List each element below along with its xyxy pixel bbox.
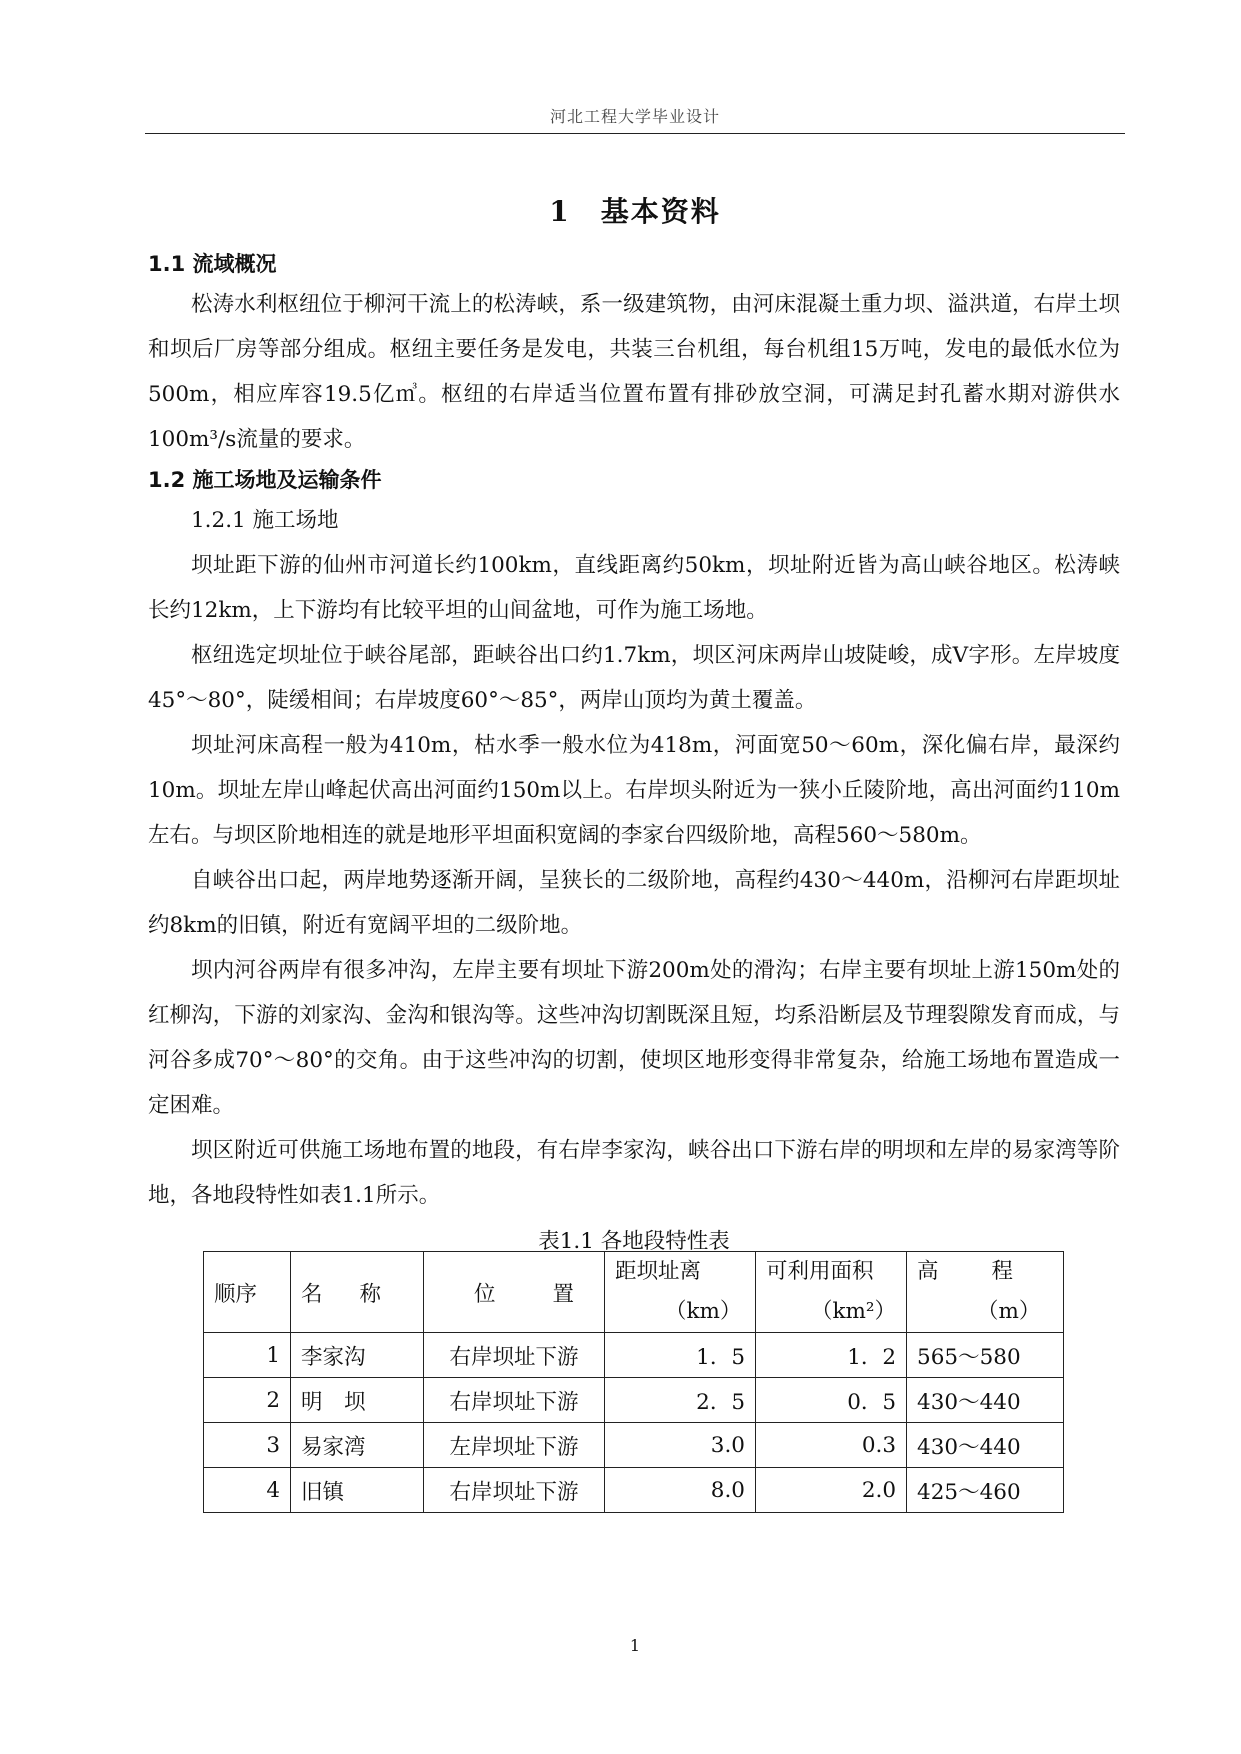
cell-order: 4 xyxy=(204,1468,291,1513)
cell-location: 右岸坝址下游 xyxy=(424,1468,605,1513)
site-characteristics-table xyxy=(203,1251,1064,1513)
page-number: 1 xyxy=(629,1636,641,1655)
header-elevation-unit: （m） xyxy=(977,1299,1041,1324)
page-header: 河北工程大学毕业设计 xyxy=(549,107,720,126)
header-distance-top: 距坝址离 xyxy=(615,1259,702,1284)
table-row xyxy=(204,1333,1064,1378)
cell-name: 旧镇 xyxy=(291,1468,424,1513)
cell-location: 右岸坝址下游 xyxy=(424,1333,605,1378)
cell-elevation: 430～440 xyxy=(907,1378,1064,1423)
paragraph: 坝区附近可供施工场地布置的地段，有右岸李家沟，峡谷出口下游右岸的明坝和左岸的易家湾等阶地，各地段特性如表1.1所示。 xyxy=(148,1138,1120,1208)
header-divider xyxy=(145,133,1125,134)
paragraph: 自峡谷出口起，两岸地势逐渐开阔，呈狭长的二级阶地，高程约430～440m，沿柳河右岸距坝址约8km的旧镇，附近有宽阔平坦的二级阶地。 xyxy=(148,868,1120,938)
paragraph: 坝址距下游的仙州市河道长约100km，直线距离约50km，坝址附近皆为高山峡谷地区。松涛峡长约12km，上下游均有比较平坦的山间盆地，可作为施工场地。 xyxy=(148,553,1120,623)
paragraph: 枢纽选定坝址位于峡谷尾部，距峡谷出口约1.7km，坝区河床两岸山坡陡峻，成V字形。左岸坡度45°～80°，陡缓相间；右岸坡度60°～85°，两岸山顶均为黄土覆盖。 xyxy=(148,643,1120,713)
cell-distance: 2．5 xyxy=(605,1378,756,1423)
cell-area: 0．5 xyxy=(756,1378,907,1423)
header-elev-b: 程 xyxy=(991,1259,1014,1284)
header-area-top: 可利用面积 xyxy=(766,1259,874,1284)
cell-order: 2 xyxy=(204,1378,291,1423)
paragraph-watershed: 松涛水利枢纽位于柳河干流上的松涛峡，系一级建筑物，由河床混凝土重力坝、溢洪道，右岸土坝和坝后厂房等部分组成。枢纽主要任务是发电，共装三台机组，每台机组15万吨，发电的最低水位为500m，相应库容19.5亿㎥。枢纽的右岸适当位置布置有排砂放空洞，可满足封孔蓄水期对游供水100m³/s流量的要求。 xyxy=(148,292,1120,452)
cell-name: 明 坝 xyxy=(291,1378,424,1423)
header-area-unit: （km²） xyxy=(811,1299,897,1324)
table-row xyxy=(204,1468,1064,1513)
paragraph: 坝内河谷两岸有很多冲沟，左岸主要有坝址下游200m处的滑沟；右岸主要有坝址上游150m处的红柳沟，下游的刘家沟、金沟和银沟等。这些冲沟切割既深且短，均系沿断层及节理裂隙发育而成，与河谷多成70°～80°的交角。由于这些冲沟的切割，使坝区地形变得非常复杂，给施工场地布置造成一定困难。 xyxy=(148,958,1120,1118)
cell-area: 2.0 xyxy=(756,1468,907,1513)
header-order: 顺序 xyxy=(204,1252,291,1333)
cell-location: 右岸坝址下游 xyxy=(424,1378,605,1423)
header-elevation xyxy=(907,1252,1064,1333)
section-heading-1-1: 1.1 流域概况 xyxy=(148,252,277,276)
header-distance-unit: （km） xyxy=(665,1299,742,1324)
table-row xyxy=(204,1423,1064,1468)
cell-area: 0.3 xyxy=(756,1423,907,1468)
header-loc-a: 位 xyxy=(474,1281,496,1307)
paragraph: 坝址河床高程一般为410m，枯水季一般水位为418m，河面宽50～60m，深化偏右岸，最深约10m。坝址左岸山峰起伏高出河面约150m以上。右岸坝头附近为一狭小丘陵阶地，高出河面约110m左右。与坝区阶地相连的就是地形平坦面积宽阔的李家台四级阶地，高程560～580m。 xyxy=(148,733,1120,848)
cell-elevation: 565～580 xyxy=(907,1333,1064,1378)
subsection-heading-1-2-1: 1.2.1 施工场地 xyxy=(191,508,339,533)
cell-elevation: 425～460 xyxy=(907,1468,1064,1513)
header-location xyxy=(424,1252,605,1333)
cell-distance: 8.0 xyxy=(605,1468,756,1513)
table-header-row xyxy=(204,1252,1064,1333)
cell-elevation: 430～440 xyxy=(907,1423,1064,1468)
header-name-b: 称 xyxy=(359,1281,381,1307)
header-elev-a: 高 xyxy=(917,1259,939,1284)
header-name xyxy=(291,1252,424,1333)
body-content xyxy=(148,246,1120,1266)
cell-location: 左岸坝址下游 xyxy=(424,1423,605,1468)
cell-order: 1 xyxy=(204,1333,291,1378)
header-loc-b: 置 xyxy=(552,1281,574,1307)
cell-name: 李家沟 xyxy=(291,1333,424,1378)
cell-distance: 3.0 xyxy=(605,1423,756,1468)
cell-order: 3 xyxy=(204,1423,291,1468)
table-row xyxy=(204,1378,1064,1423)
cell-distance: 1．5 xyxy=(605,1333,756,1378)
header-distance xyxy=(605,1252,756,1333)
section-heading-1-2: 1.2 施工场地及运输条件 xyxy=(148,468,382,492)
cell-name: 易家湾 xyxy=(291,1423,424,1468)
header-name-a: 名 xyxy=(301,1281,323,1307)
cell-area: 1．2 xyxy=(756,1333,907,1378)
header-area xyxy=(756,1252,907,1333)
table-caption: 表1.1 各地段特性表 xyxy=(538,1229,730,1254)
chapter-title: 1 基本资料 xyxy=(549,195,721,228)
